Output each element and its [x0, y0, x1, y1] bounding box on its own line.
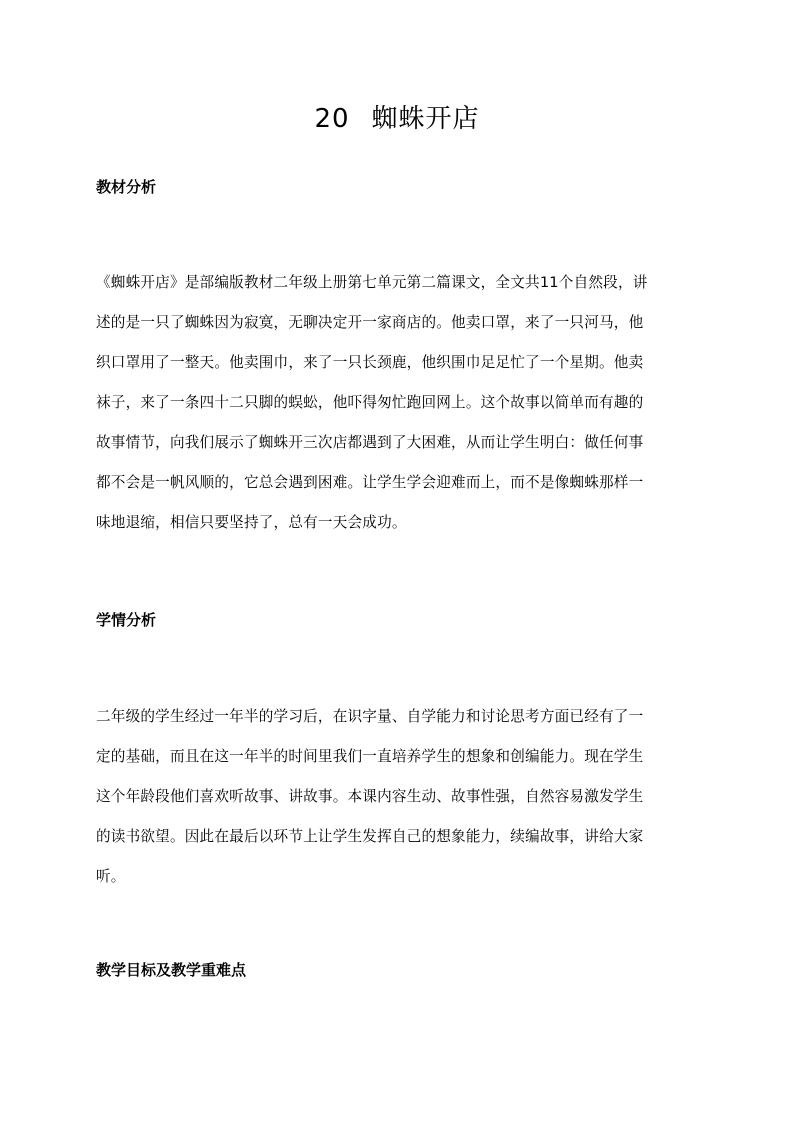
page-title — [0, 99, 794, 139]
paragraph-line: 故事情节，向我们展示了蜘蛛开三次店都遇到了大困难，从而让学生明白：做任何事 — [96, 434, 644, 451]
title-number: 20 — [314, 104, 350, 134]
paragraph-line: 二年级的学生经过一年半的学习后，在识字量、自学能力和讨论思考方面已经有了一 — [96, 708, 644, 725]
section-paragraph-student-analysis — [96, 697, 700, 897]
title-text: 蜘蛛开店 — [371, 104, 480, 134]
section-paragraph-textbook-analysis — [96, 263, 700, 543]
section-heading-teaching-goals: 教学目标及教学重难点 — [96, 961, 247, 979]
paragraph-line: 《蜘蛛开店》是部编版教材二年级上册第七单元第二篇课文，全文共11个自然段，讲 — [96, 274, 648, 291]
paragraph-line: 袜子，来了一条四十二只脚的蜈蚣，他吓得匆忙跑回网上。这个故事以简单而有趣的 — [96, 394, 644, 411]
section-heading-student-analysis: 学情分析 — [96, 611, 157, 629]
paragraph-line: 定的基础，而且在这一年半的时间里我们一直培养学生的想象和创编能力。现在学生 — [96, 748, 644, 765]
paragraph-line: 这个年龄段他们喜欢听故事、讲故事。本课内容生动、故事性强，自然容易激发学生 — [96, 788, 644, 805]
paragraph-line: 听。 — [96, 868, 126, 885]
paragraph-line: 味地退缩，相信只要坚持了，总有一天会成功。 — [96, 514, 407, 531]
paragraph-line: 的读书欲望。因此在最后以环节上让学生发挥自己的想象能力，续编故事，讲给大家 — [96, 828, 644, 845]
paragraph-line: 都不会是一帆风顺的，它总会遇到困难。让学生学会迎难而上，而不是像蜘蛛那样一 — [96, 474, 644, 491]
paragraph-line: 织口罩用了一整天。他卖围巾，来了一只长颈鹿，他织围巾足足忙了一个星期。他卖 — [96, 354, 644, 371]
section-heading-textbook-analysis: 教材分析 — [96, 178, 157, 196]
paragraph-line: 述的是一只了蜘蛛因为寂寞，无聊决定开一家商店的。他卖口罩，来了一只河马，他 — [96, 314, 644, 331]
